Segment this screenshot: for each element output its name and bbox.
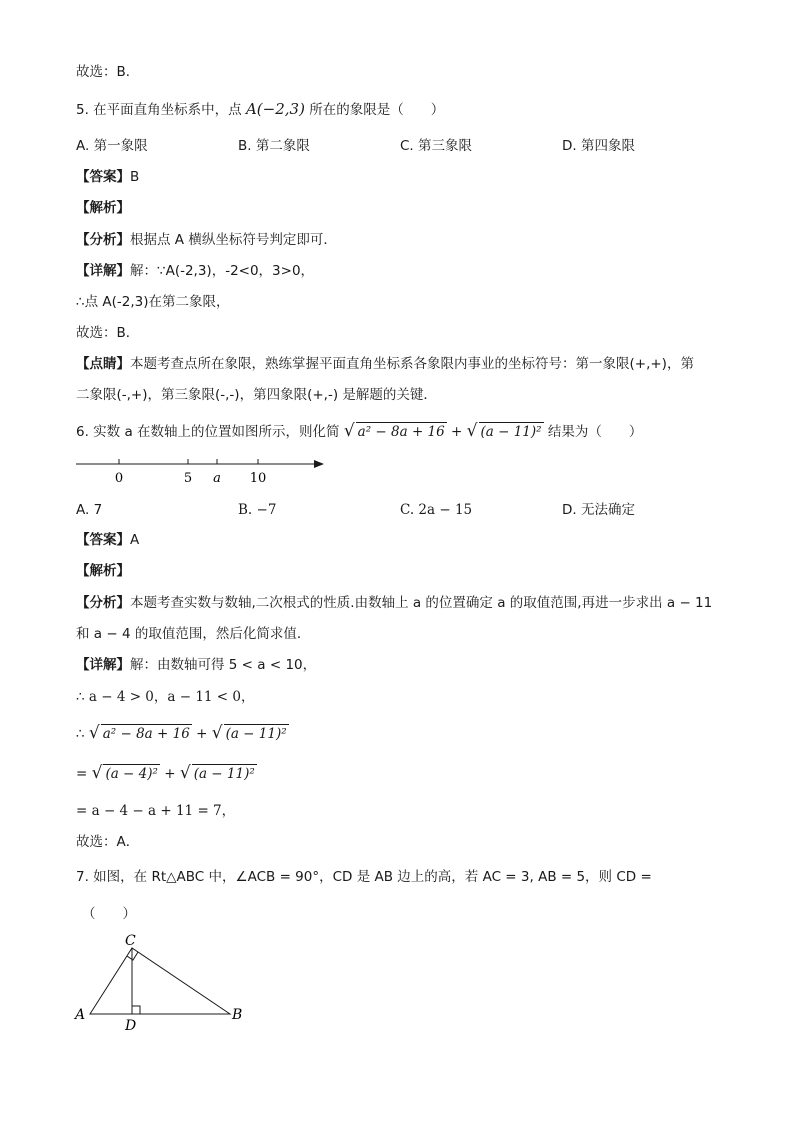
right-angle-mark-d	[132, 1006, 140, 1014]
q6-xiangjie-tag: 【详解】	[76, 657, 130, 673]
q6-step-4: = a − 4 − a + 11 = 7，	[76, 803, 236, 819]
q5-answer	[76, 167, 139, 187]
q6-step-1: ∴ a − 4 > 0，a − 11 < 0，	[76, 689, 255, 705]
vertex-label-d: D	[125, 1018, 137, 1034]
q6-stem-pre: 6. 实数 a 在数轴上的位置如图所示，则化简	[76, 424, 340, 440]
q6-step-3-sqrt-2: (a − 11)²	[193, 766, 255, 782]
q6-stem	[76, 421, 642, 442]
q6-stem-post: 结果为（ ）	[547, 424, 643, 440]
q6-option-c: C. 2a − 15	[400, 502, 473, 518]
q6-fenxi-text-1: 本题考查实数与数轴,二次根式的性质.由数轴上 a 的位置确定 a 的取值范围,再进一步求出 a − 11	[130, 595, 713, 611]
q5-option-c: C. 第三象限	[400, 138, 473, 154]
sqrt-icon: √	[343, 421, 355, 441]
axis-label-0: 0	[114, 471, 124, 486]
q7-paren: （ ）	[82, 906, 136, 922]
q6-xiangjie	[76, 655, 316, 675]
sqrt-icon: √	[466, 421, 478, 441]
q6-step-2-sqrt-2: (a − 11)²	[225, 726, 287, 742]
triangle-figure	[70, 928, 260, 1038]
triangle-abc	[90, 948, 230, 1014]
q5-analysis-tag: 【解析】	[76, 200, 130, 216]
sqrt-icon: √	[211, 723, 223, 743]
q6-option-b: B. −7	[238, 502, 277, 518]
q6-analysis-tag: 【解析】	[76, 563, 130, 579]
q5-dianjing-1	[76, 354, 694, 374]
q6-step-3-pre: =	[76, 766, 88, 782]
q6-xiangjie-text: 解：由数轴可得 5 < a < 10，	[130, 657, 317, 673]
q6-answer-value: A	[130, 532, 140, 548]
sqrt-icon: √	[88, 723, 100, 743]
q6-option-d: D. 无法确定	[562, 502, 635, 518]
q5-option-a: A. 第一象限	[76, 138, 148, 154]
vertex-label-c: C	[125, 933, 136, 949]
q6-fenxi-2: 和 a − 4 的取值范围，然后化简求值．	[76, 626, 311, 642]
q6-answer	[76, 530, 139, 550]
q5-answer-tag: 【答案】	[76, 169, 130, 185]
axis-label-a: a	[213, 471, 221, 486]
q5-dianjing-text-1: 本题考查点所在象限，熟练掌握平面直角坐标系各象限内事业的坐标符号：第一象限(+,+)，第	[130, 356, 694, 372]
q5-dianjing-tag: 【点睛】	[76, 356, 130, 372]
q5-option-d: D. 第四象限	[562, 138, 635, 154]
q6-sqrt-2: (a − 11)²	[480, 424, 542, 440]
q5-fenxi-tag: 【分析】	[76, 232, 130, 248]
q6-step-3-sqrt-1: (a − 4)²	[105, 766, 158, 782]
q5-option-b: B. 第二象限	[238, 138, 310, 154]
q5-fenxi	[76, 230, 337, 250]
q6-option-a: A. 7	[76, 502, 103, 518]
q5-xiangjie-tag: 【详解】	[76, 263, 130, 279]
q6-step-3	[76, 763, 257, 784]
vertex-label-b: B	[232, 1007, 243, 1023]
q5-xiangjie-text: 解：∵A(-2,3)，-2<0，3>0，	[130, 263, 315, 279]
q5-point: A(−2,3)	[245, 100, 305, 118]
q6-choose: 故选：A．	[76, 834, 140, 850]
q5-xiangjie	[76, 261, 314, 281]
sqrt-icon: √	[91, 763, 103, 783]
arrow-right-icon	[314, 460, 324, 468]
q6-sqrt-1: a² − 8a + 16	[357, 424, 445, 440]
q5-stem-pre: 5. 在平面直角坐标系中，点	[76, 102, 242, 118]
q6-fenxi-tag: 【分析】	[76, 595, 130, 611]
prev-answer-line: 故选：B．	[76, 64, 140, 80]
q6-step-3-plus: +	[164, 766, 176, 782]
axis-label-10: 10	[249, 471, 267, 486]
q5-choose: 故选：B．	[76, 325, 140, 341]
q6-step-2	[76, 723, 289, 744]
q7-stem: 7. 如图，在 Rt△ABC 中，∠ACB = 90°，CD 是 AB 边上的高，若 AC = 3, AB = 5，则 CD =	[76, 869, 652, 885]
q6-step-2-sqrt-1: a² − 8a + 16	[102, 726, 190, 742]
q5-dianjing-2: 二象限(-,+)，第三象限(-,-)，第四象限(+,-) 是解题的关键．	[76, 387, 437, 403]
q5-stem	[76, 99, 444, 120]
q6-fenxi-1	[76, 593, 712, 613]
q5-fenxi-text: 根据点 A 横纵坐标符号判定即可．	[130, 232, 337, 248]
vertex-label-a: A	[75, 1007, 86, 1023]
q6-step-2-plus: +	[196, 726, 208, 742]
q5-stem-post: 所在的象限是（ ）	[309, 102, 445, 118]
axis-label-5: 5	[183, 471, 193, 486]
q6-step-2-pre: ∴	[76, 726, 85, 742]
q5-answer-value: B	[130, 169, 140, 185]
q5-conclude: ∴点 A(-2,3)在第二象限，	[76, 294, 230, 310]
sqrt-icon: √	[179, 763, 191, 783]
q6-plus: +	[451, 424, 463, 440]
number-line-figure	[70, 452, 340, 488]
q6-answer-tag: 【答案】	[76, 532, 130, 548]
